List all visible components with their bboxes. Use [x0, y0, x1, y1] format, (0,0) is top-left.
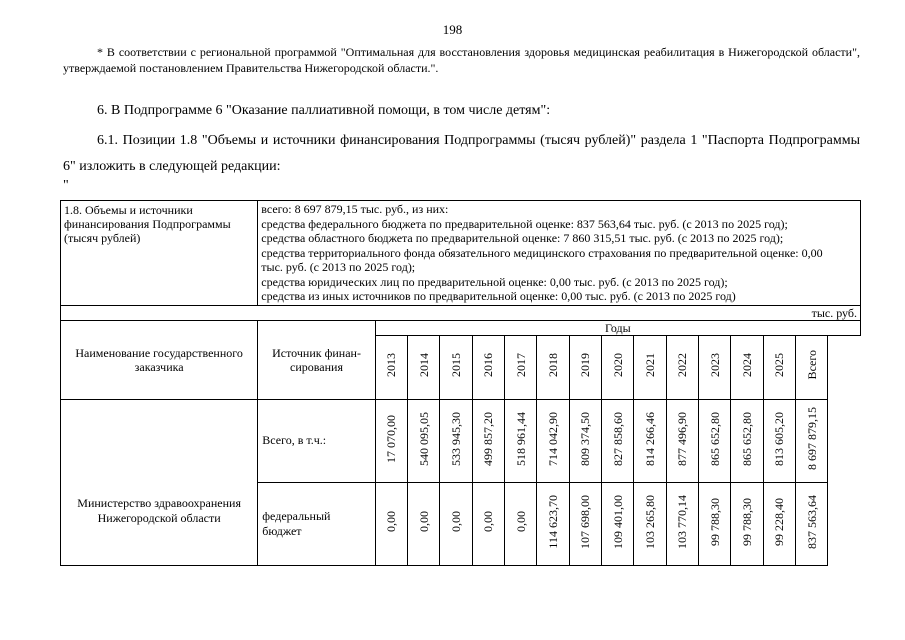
total-cell [796, 399, 828, 482]
year-label: 2024 [740, 353, 755, 377]
value-text: 518 961,44 [513, 411, 528, 466]
value-cell [537, 482, 569, 565]
year-header-2024 [731, 335, 763, 399]
unit-row [61, 305, 861, 320]
year-label: 2018 [546, 353, 561, 377]
year-header-2016 [472, 335, 504, 399]
total-value: 8 697 879,15 [804, 407, 819, 470]
value-text: 107 698,00 [578, 494, 593, 549]
year-header-2015 [440, 335, 472, 399]
value-cell [537, 399, 569, 482]
source-column-header [258, 320, 376, 399]
paragraph-6: 6. В Подпрограмме 6 "Оказание паллиативной помощи, в том числе детям": [97, 103, 551, 118]
value-cell [440, 399, 472, 482]
value-cell [699, 399, 731, 482]
total-value: 837 563,64 [804, 494, 819, 549]
passport-line: средства федерального бюджета по предварительной оценке: 837 563,64 тыс. руб. (с 2013 по 2025 год); [261, 216, 788, 231]
passport-line: средства из иных источников по предварительной оценке: 0,00 тыс. руб. (с 2013 по 2025 год) [261, 289, 736, 303]
passport-label: 1.8. Объемы и источники финансирования Подпрограммы (тысяч рублей) [61, 201, 258, 306]
year-header-2019 [569, 335, 601, 399]
value-text: 865 652,80 [707, 411, 722, 466]
value-cell [699, 482, 731, 565]
value-text: 99 788,30 [740, 497, 755, 546]
value-cell [666, 399, 698, 482]
passport-line: средства территориального фонда обязательного медицинского страхования по предварительной оценке: 0,00 [261, 245, 823, 260]
value-text: 114 623,70 [546, 494, 561, 549]
value-text: 0,00 [384, 511, 399, 532]
year-label: 2017 [513, 353, 528, 377]
year-label: 2015 [449, 353, 464, 377]
value-text: 865 652,80 [740, 411, 755, 466]
value-text: 103 265,80 [643, 494, 658, 549]
value-cell [375, 399, 407, 482]
footnote: * В соответствии с региональной программой "Оптимальная для восстановления здоровья медицинская реабилитация в Нижегородской области", утверждаемой постановлением Правительства Нижегородской области.". [63, 45, 860, 75]
year-header-2021 [634, 335, 666, 399]
table-row [61, 399, 861, 482]
value-text: 540 095,05 [416, 411, 431, 466]
source-header-line-2: сирования [290, 359, 343, 374]
year-label: 2023 [707, 353, 722, 377]
year-header-2023 [699, 335, 731, 399]
value-text: 103 770,14 [675, 494, 690, 549]
years-title: Годы [375, 320, 860, 335]
year-header-2022 [666, 335, 698, 399]
passport-line: средства юридических лиц по предварительной оценке: 0,00 тыс. руб. (с 2013 по 2025 год); [261, 274, 728, 289]
value-cell [505, 482, 537, 565]
value-text: 17 070,00 [384, 414, 399, 463]
value-cell [731, 482, 763, 565]
value-cell [602, 482, 634, 565]
value-text: 814 266,46 [643, 411, 658, 466]
year-label: 2016 [481, 353, 496, 377]
value-text: 0,00 [416, 511, 431, 532]
value-cell [408, 482, 440, 565]
value-text: 714 042,90 [546, 411, 561, 466]
years-title-row [61, 320, 861, 335]
year-label: 2019 [578, 353, 593, 377]
unit-label: тыс. руб. [61, 305, 861, 320]
value-cell [666, 482, 698, 565]
year-label: 2014 [416, 353, 431, 377]
value-cell [569, 399, 601, 482]
value-text: 99 228,40 [772, 497, 787, 546]
value-text: 533 945,30 [449, 411, 464, 466]
year-header-2013 [375, 335, 407, 399]
value-cell [602, 399, 634, 482]
passport-line: средства областного бюджета по предварительной оценке: 7 860 315,51 тыс. руб. (с 2013 по 2025 год); [261, 231, 784, 245]
total-cell [796, 482, 828, 565]
value-text: 877 496,90 [675, 411, 690, 466]
value-text: 0,00 [513, 511, 528, 532]
paragraph-6-1: 6.1. Позиции 1.8 "Объемы и источники финансирования Подпрограммы (тысяч рублей)" раздела 1 "Паспорта Подпрограммы 6" изложить в следующей редакции: [63, 133, 860, 174]
value-cell [472, 399, 504, 482]
year-header-2017 [505, 335, 537, 399]
customer-column-header: Наименование государственного заказчика [61, 320, 258, 399]
value-cell [634, 482, 666, 565]
value-text: 99 788,30 [707, 497, 722, 546]
value-cell [472, 482, 504, 565]
value-cell [505, 399, 537, 482]
year-label: 2021 [643, 353, 658, 377]
year-label: 2022 [675, 353, 690, 377]
source-cell: федеральный бюджет [258, 482, 376, 565]
value-cell [634, 399, 666, 482]
year-header-2014 [408, 335, 440, 399]
year-label: 2013 [384, 353, 399, 377]
year-header-2025 [763, 335, 795, 399]
value-text: 813 605,20 [772, 411, 787, 466]
value-cell [440, 482, 472, 565]
source-header-line-1: Источник финан- [272, 345, 361, 360]
year-header-2020 [602, 335, 634, 399]
financing-table [60, 200, 861, 566]
passport-line: всего: 8 697 879,15 тыс. руб., из них: [261, 202, 449, 216]
value-text: 827 858,60 [610, 411, 625, 466]
value-cell [763, 482, 795, 565]
passport-row [61, 201, 861, 306]
value-cell [375, 482, 407, 565]
value-cell [408, 399, 440, 482]
year-header-2018 [537, 335, 569, 399]
customer-name: Министерство здравоохранения Нижегородской области [61, 399, 258, 565]
quote-mark: " [63, 178, 69, 193]
value-cell [731, 399, 763, 482]
value-text: 0,00 [481, 511, 496, 532]
total-column-header [796, 335, 828, 399]
year-label: 2020 [610, 353, 625, 377]
source-cell: Всего, в т.ч.: [258, 399, 376, 482]
value-text: 109 401,00 [610, 494, 625, 549]
passport-line: тыс. руб. (с 2013 по 2025 год); [261, 260, 416, 274]
passport-content [258, 201, 861, 306]
value-text: 809 374,50 [578, 411, 593, 466]
value-text: 0,00 [449, 511, 464, 532]
total-label: Всего [804, 350, 819, 380]
value-cell [569, 482, 601, 565]
value-text: 499 857,20 [481, 411, 496, 466]
value-cell [763, 399, 795, 482]
page-number: 198 [442, 22, 463, 37]
year-label: 2025 [772, 353, 787, 377]
